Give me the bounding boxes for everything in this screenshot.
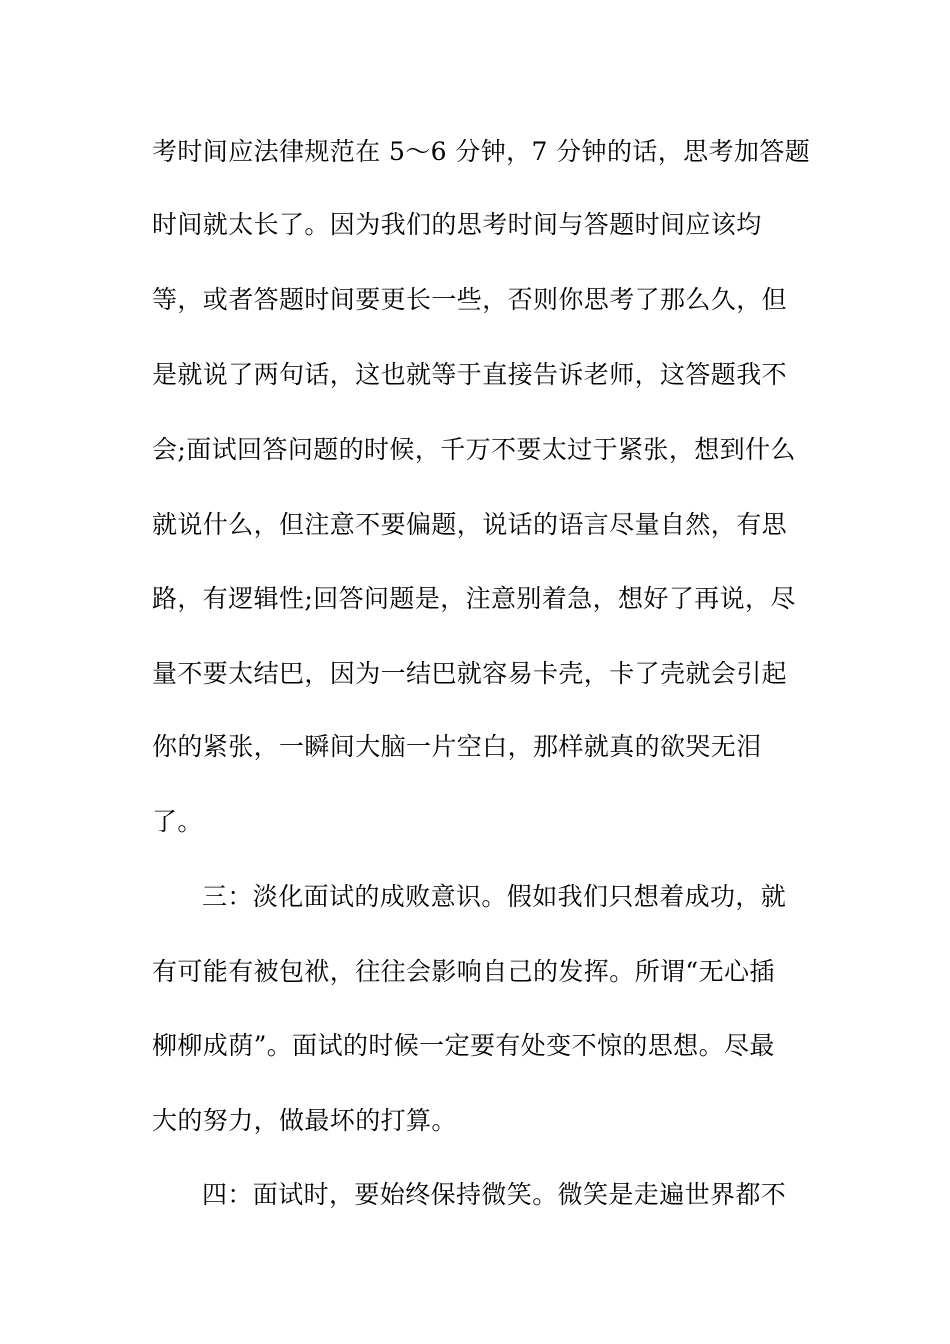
paragraph-start-line: 四：面试时，要始终保持微笑。微笑是走遍世界都不 <box>202 1180 787 1209</box>
text-line: 了。 <box>152 807 203 836</box>
text-line: 柳柳成荫”。面试的时候一定要有处变不惊的思想。尽最 <box>152 1031 775 1060</box>
text-line: 时间就太长了。因为我们的思考时间与答题时间应该均 <box>152 210 762 239</box>
text-line: 就说什么，但注意不要偏题，说话的语言尽量自然，有思 <box>152 510 788 539</box>
text-line: 你的紧张，一瞬间大脑一片空白，那样就真的欲哭无泪 <box>152 732 762 761</box>
paragraph-start-line: 三：淡化面试的成败意识。假如我们只想着成功，就 <box>202 882 787 911</box>
text-line: 路，有逻辑性;回答问题是，注意别着急，想好了再说，尽 <box>152 584 796 613</box>
text-line: 等，或者答题时间要更长一些，否则你思考了那么久，但 <box>152 285 788 314</box>
text-line: 大的努力，做最坏的打算。 <box>152 1106 457 1135</box>
text-line: 是就说了两句话，这也就等于直接告诉老师，这答题我不 <box>152 360 788 389</box>
text-line: 会;面试回答问题的时候，千万不要太过于紧张，想到什么 <box>152 435 796 464</box>
text-line: 量不要太结巴，因为一结巴就容易卡壳，卡了壳就会引起 <box>152 659 788 688</box>
text-line: 考时间应法律规范在 5～6 分钟，7 分钟的话，思考加答题 <box>152 137 811 166</box>
text-line: 有可能有被包袱，往往会影响自己的发挥。所谓“无心插 <box>152 957 775 986</box>
